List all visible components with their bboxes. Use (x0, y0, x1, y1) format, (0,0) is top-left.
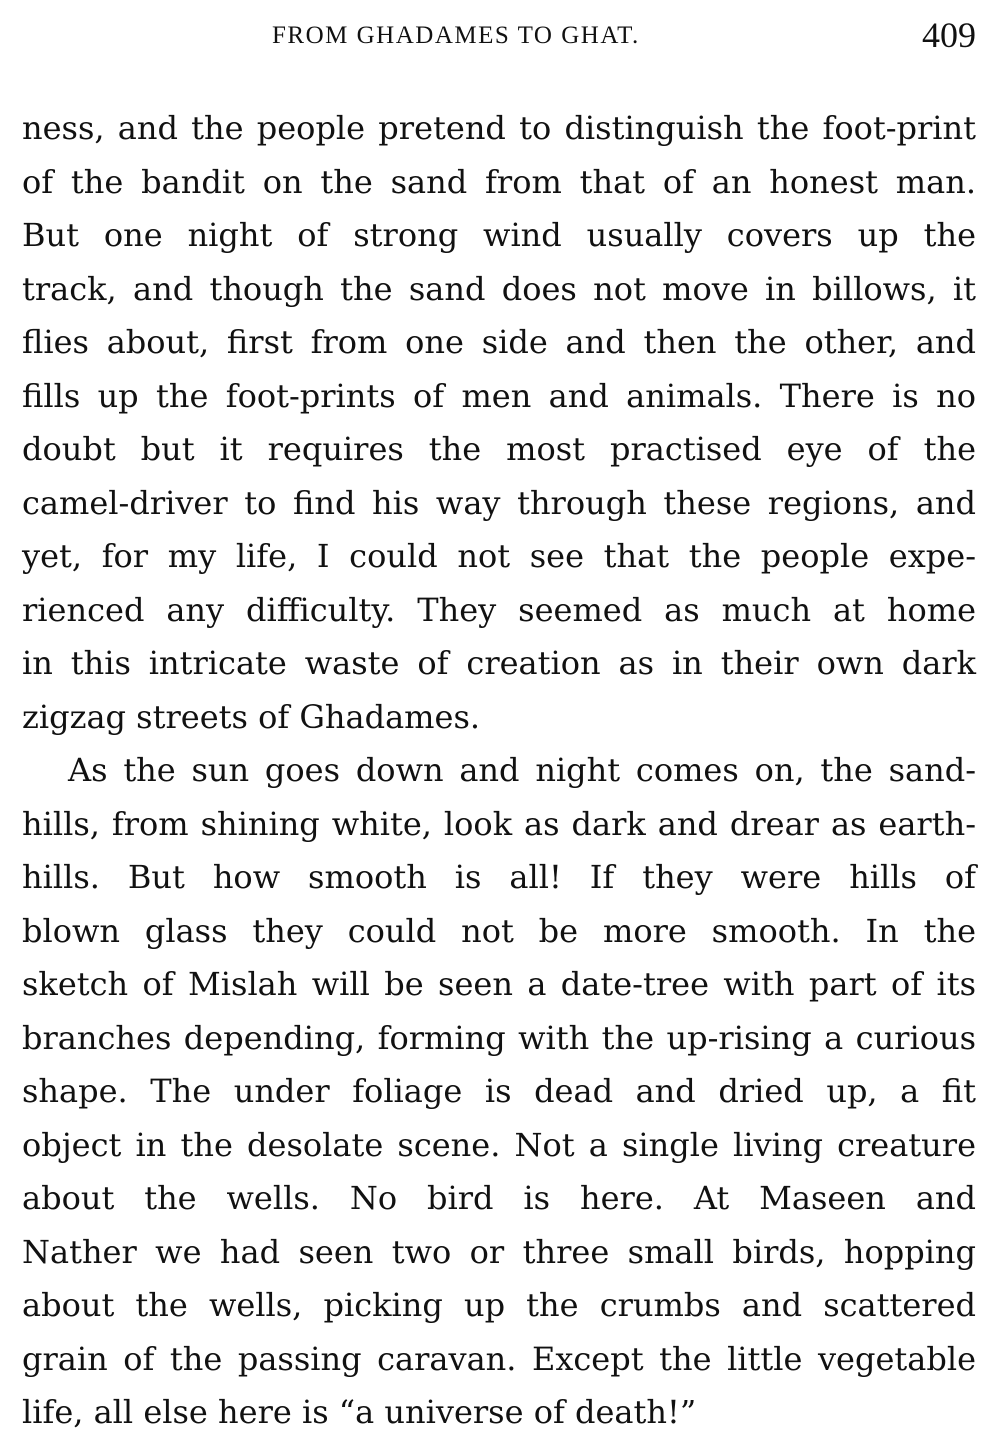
text-line: As the sun goes down and night comes on, the sand- (68, 751, 976, 789)
body-text (22, 102, 976, 1440)
text-line: flies about, first from one side and then the other, and (22, 323, 976, 361)
text-line: fills up the foot-prints of men and animals. There is no (22, 376, 976, 415)
text-line: sketch of Mislah will be seen a date-tree with part of its (22, 965, 976, 1003)
text-line: about the wells, picking up the crumbs and scattered (22, 1286, 976, 1324)
text-line: of the bandit on the sand from that of an honest man. (22, 162, 976, 201)
text-line: blown glass they could not be more smooth. In the (22, 911, 976, 950)
text-line: hills. But how smooth is all! If they were hills of (22, 858, 976, 896)
text-line: doubt but it requires the most practised eye of the (22, 430, 976, 468)
text-line: ness, and the people pretend to distinguish the foot-print (22, 109, 976, 147)
text-line: But one night of strong wind usually covers up the (22, 216, 976, 254)
running-title: FROM GHADAMES TO GHAT. (272, 22, 640, 49)
text-line: rienced any difficulty. They seemed as much at home (22, 590, 976, 629)
text-line: Nather we had seen two or three small birds, hopping (22, 1232, 976, 1271)
text-line: yet, for my life, I could not see that the people expe- (22, 537, 976, 575)
text-line: camel-driver to find his way through these regions, and (22, 483, 976, 522)
text-line: grain of the passing caravan. Except the little vegetable (22, 1339, 976, 1378)
text-line: object in the desolate scene. Not a single living creature (22, 1125, 976, 1164)
paragraph-1 (22, 102, 976, 744)
text-line: life, all else here is “a universe of death!” (22, 1393, 697, 1431)
text-line: shape. The under foliage is dead and dried up, a fit (22, 1072, 976, 1110)
text-line: about the wells. No bird is here. At Maseen and (22, 1179, 976, 1217)
page-number: 409 (922, 15, 976, 55)
book-page (22, 14, 976, 1434)
text-line: track, and though the sand does not move in billows, it (22, 269, 976, 308)
paragraph-2 (22, 744, 976, 1440)
text-line: hills, from shining white, look as dark and drear as earth- (22, 804, 976, 843)
text-line: in this intricate waste of creation as in their own dark (22, 644, 976, 682)
text-line: zigzag streets of Ghadames. (22, 697, 481, 736)
running-head (22, 14, 976, 62)
text-line: branches depending, forming with the up-rising a curious (22, 1018, 976, 1057)
